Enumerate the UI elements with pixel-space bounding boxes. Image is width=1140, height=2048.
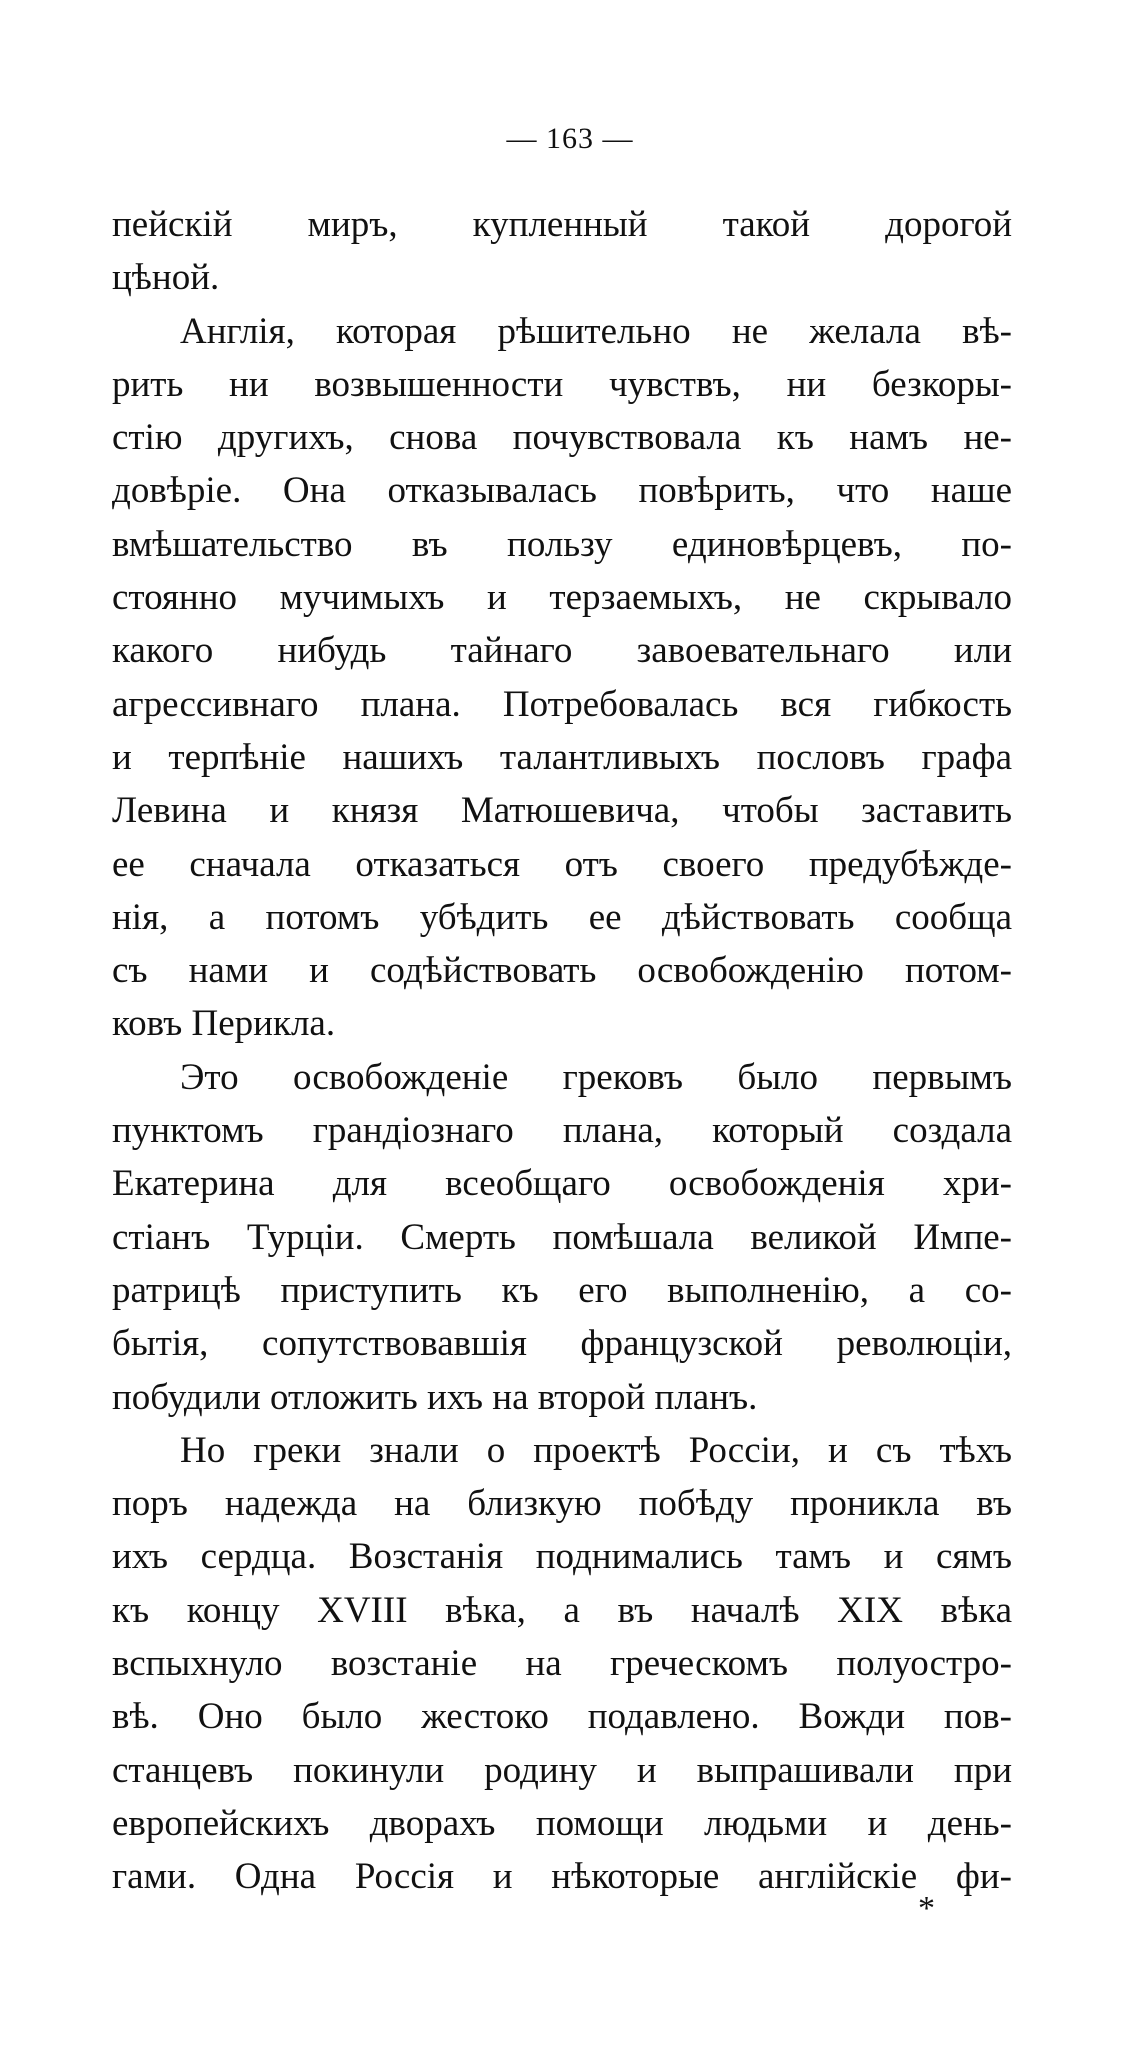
text-line: стоянно мучимыхъ и терзаемыхъ, не скрывало xyxy=(112,577,1012,619)
text-line: къ концу XVIII вѣка, а въ началѣ XIX вѣка xyxy=(112,1589,1012,1631)
footnote-mark: * xyxy=(918,1890,935,1927)
text-line: бытія, сопутствовавшія французской революціи, xyxy=(112,1323,1012,1365)
text-line: пунктомъ грандіознаго плана, который создала xyxy=(112,1110,1012,1152)
text-line: и терпѣніе нашихъ талантливыхъ пословъ графа xyxy=(112,736,1012,778)
text-line: Но греки знали о проектѣ Россіи, и съ тѣхъ xyxy=(180,1429,1012,1471)
text-line: европейскихъ дворахъ помощи людьми и день- xyxy=(112,1802,1012,1844)
text-line: цѣной. xyxy=(112,257,220,299)
text-line: станцевъ покинули родину и выпрашивали при xyxy=(112,1749,1012,1791)
text-line: ковъ Перикла. xyxy=(112,1003,336,1045)
text-line: агрессивнаго плана. Потребовалась вся гибкость xyxy=(112,683,1012,725)
text-line: съ нами и содѣйствовать освобожденію потом- xyxy=(112,950,1012,992)
text-line: ее сначала отказаться отъ своего предубѣжде- xyxy=(112,843,1012,885)
text-line: ратрицѣ приступить къ его выполненію, а со- xyxy=(112,1269,1012,1311)
text-line: вѣ. Оно было жестоко подавлено. Вожди пов- xyxy=(112,1696,1012,1738)
text-line: рить ни возвышенности чувствъ, ни безкоры- xyxy=(112,363,1012,405)
text-line: Левина и князя Матюшевича, чтобы заставить xyxy=(112,790,1012,832)
text-line: вмѣшательство въ пользу единовѣрцевъ, по- xyxy=(112,523,1012,565)
text-line: Екатерина для всеобщаго освобожденія хри- xyxy=(112,1163,1012,1205)
text-line: поръ надежда на близкую побѣду проникла въ xyxy=(112,1483,1012,1525)
text-line: стію другихъ, снова почувствовала къ намъ не- xyxy=(112,417,1012,459)
text-line: побудили отложить ихъ на второй планъ. xyxy=(112,1376,758,1418)
text-line: пейскій миръ, купленный такой дорогой xyxy=(112,204,1012,245)
text-line: Англія, которая рѣшительно не желала вѣ- xyxy=(180,310,1012,352)
text-line: какого нибудь тайнаго завоевательнаго или xyxy=(112,630,1012,672)
text-line: Это освобожденіе грековъ было первымъ xyxy=(180,1056,1012,1098)
text-line: нія, а потомъ убѣдить ее дѣйствовать сообща xyxy=(112,896,1012,938)
body-text xyxy=(112,198,1012,1904)
text-line: вспыхнуло возстаніе на греческомъ полуостро- xyxy=(112,1643,1012,1685)
text-line: ихъ сердца. Возстанія поднимались тамъ и сямъ xyxy=(112,1536,1012,1578)
text-line: гами. Одна Россія и нѣкоторые англійскіе фи- xyxy=(112,1856,1012,1898)
text-line: стіанъ Турціи. Смерть помѣшала великой Импе- xyxy=(112,1216,1012,1258)
page-number: — 163 — xyxy=(506,122,634,155)
text-line: довѣріе. Она отказывалась повѣрить, что наше xyxy=(112,470,1012,512)
